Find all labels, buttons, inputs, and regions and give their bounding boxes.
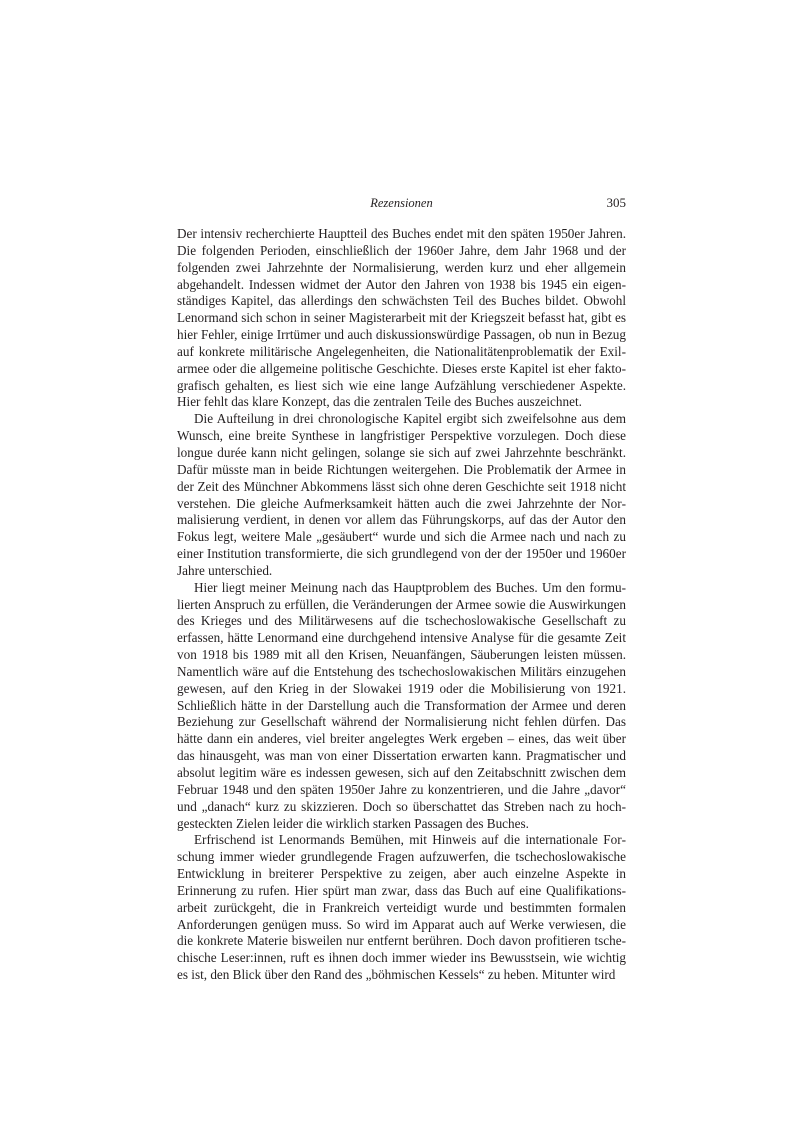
paragraph-2: Die Aufteilung in drei chronologische Kapitel ergibt sich zweifelsohne aus dem Wunsch, eine breite Synthese in langfristiger Perspektive vorzulegen. Doch diese longue durée kann nicht gelingen, solange sie sich auf zwei Jahrzehnte beschränkt. Dafür müsste man in beide Richtungen weitergehen. Die Problematik der Armee in der Zeit des Münchner Abkommens lässt sich ohne deren Geschichte seit 1918 nicht verstehen. Die gleiche Aufmerksamkeit hätten auch die zwei Jahrzehnte der Normalisierung verdient, in denen vor allem das Führungskorps, auf das der Autor den Fokus legt, weitere Male „gesäubert“ wurde und sich die Armee nach und nach zu einer Institution transformierte, die sich grundlegend von der der 1950er und 1960er Jahre unterschied. [177,411,626,578]
paragraph-4: Erfrischend ist Lenormands Bemühen, mit Hinweis auf die internationale Forschung immer wieder grundlegende Fragen aufzuwerfen, die tschechoslowakische Entwicklung in breiterer Perspektive zu zeigen, aber auch einzelne Aspekte in Erinnerung zu rufen. Hier spürt man zwar, dass das Buch auf eine Qualifikationsarbeit zurückgeht, die in Frankreich verteidigt wurde und bestimmten formalen Anforderungen genügen muss. So wird im Apparat auch auf Werke verwiesen, die die konkrete Materie bisweilen nur entfernt berühren. Doch davon profitieren tschechische Leser:innen, ruft es ihnen doch immer wieder ins Bewusstsein, wie wichtig es ist, den Blick über den Rand des „böhmischen Kessels“ zu heben. Mitunter wird [177,832,626,983]
page-number: 305 [606,195,626,210]
paragraph-1: Der intensiv recherchierte Hauptteil des Buches endet mit den späten 1950er Jahren. Die folgenden Perioden, einschließlich der 1960er Jahre, dem Jahr 1968 und der folgenden zwei Jahrzehnte der Normalisierung, werden kurz und eher allgemein abgehandelt. Indessen widmet der Autor den Jahren von 1938 bis 1945 ein eigenständiges Kapitel, das allerdings den schwächsten Teil des Buches bildet. Obwohl Lenormand sich schon in seiner Magisterarbeit mit der Kriegszeit befasst hat, gibt es hier Fehler, einige Irrtümer und auch diskussionswürdige Passagen, ob nun in Bezug auf konkrete militärische Angelegenheiten, die Nationalitätenproblematik der Exilarmee oder die allgemeine politische Geschichte. Dieses erste Kapitel ist eher faktografisch gehalten, es liest sich wie eine lange Aufzählung verschiedener Aspekte. Hier fehlt das klare Konzept, das die zentralen Teile des Buches auszeichnet. [177,226,626,410]
running-title: Rezensionen [370,196,433,210]
paragraph-3: Hier liegt meiner Meinung nach das Hauptproblem des Buches. Um den formulierten Anspruch zu erfüllen, die Veränderungen der Armee sowie die Auswirkungen des Krieges und des Militärwesens auf die tschechoslowakische Gesellschaft zu erfassen, hätte Lenormand eine durchgehend intensive Analyse für die gesamte Zeit von 1918 bis 1989 mit all den Krisen, Neuanfängen, Säuberungen leisten müssen. Namentlich wäre auf die Entstehung des tschechoslowakischen Militärs einzugehen gewesen, auf den Krieg in der Slowakei 1919 oder die Mobilisierung von 1921. Schließlich hätte in der Darstellung auch die Transformation der Armee und deren Beziehung zur Gesellschaft während der Normalisierung nicht fehlen dürfen. Das hätte dann ein anderes, viel breiter angelegtes Werk ergeben – eines, das weit über das hinausgeht, was man von einer Dissertation erwarten kann. Pragmatischer und absolut legitim wäre es indessen gewesen, sich auf den Zeitabschnitt zwischen dem Februar 1948 und den späten 1950er Jahre zu konzentrieren, und die Jahre „davor“ und „danach“ kurz zu skizzieren. Doch so überschattet das Streben nach zu hochgesteckten Zielen leider die wirklich starken Passagen des Buches. [177,579,626,831]
running-head [177,194,626,212]
body-text [177,226,626,984]
